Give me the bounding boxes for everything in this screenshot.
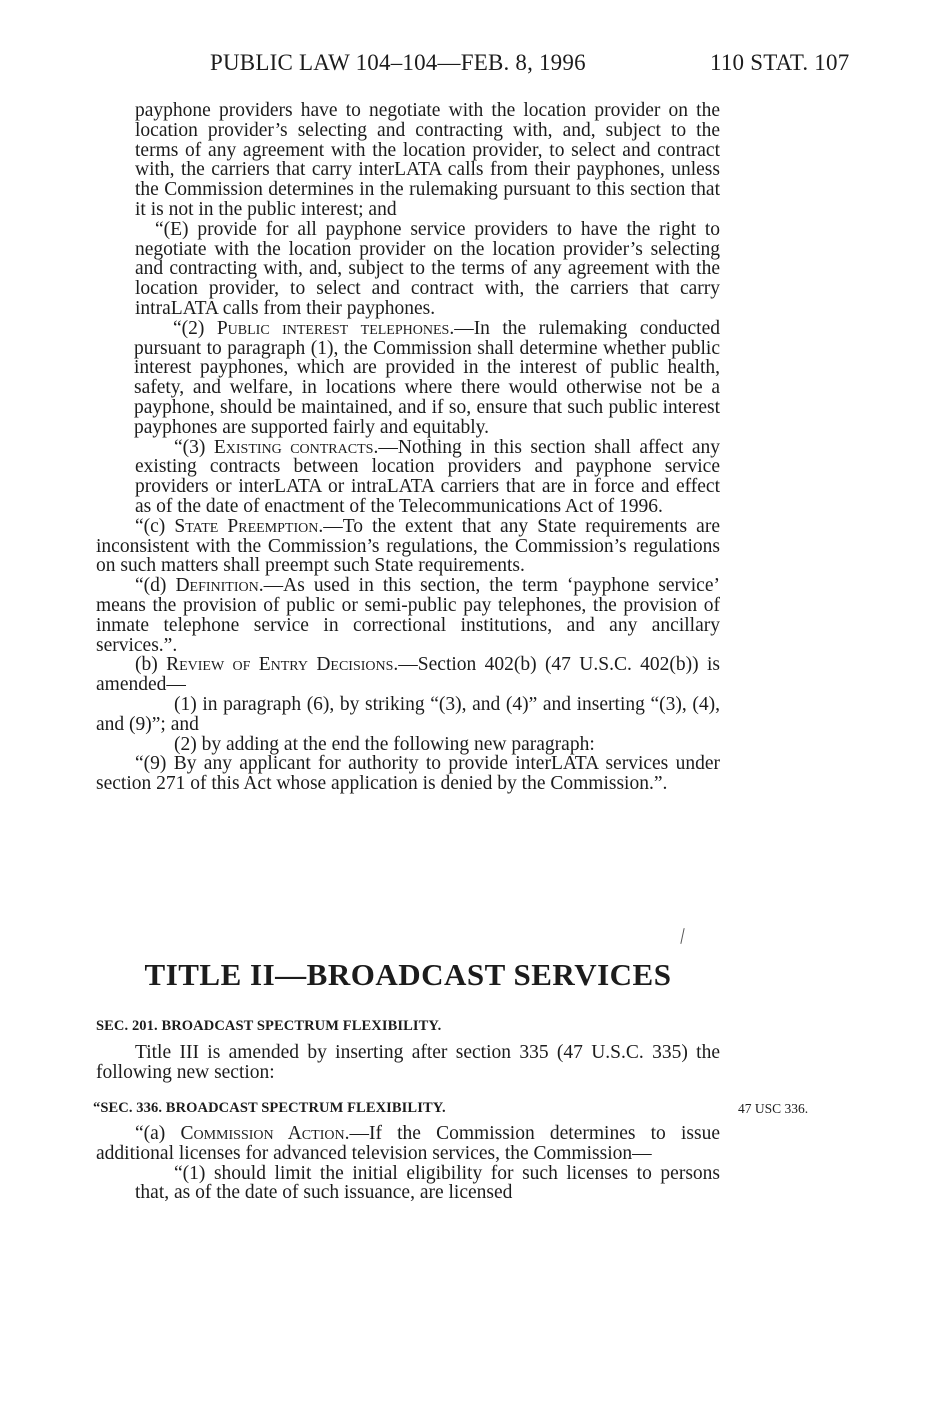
subsection-336-a-label: “(a) <box>135 1123 181 1144</box>
subsection-b-heading: Review of Entry Decisions <box>166 654 394 676</box>
section-336-heading: “SEC. 336. BROADCAST SPECTRUM FLEXIBILITY. <box>93 1100 446 1116</box>
paragraph-336-a1: “(1) should limit the initial eligibility for such licenses to persons that, as of the date of such issuance, are licensed <box>135 1162 720 1204</box>
subsection-d <box>96 576 720 655</box>
section-201-heading: SEC. 201. BROADCAST SPECTRUM FLEXIBILITY. <box>96 1018 442 1034</box>
subsection-c <box>96 517 720 576</box>
section-336-body <box>96 1124 720 1203</box>
subsection-c-heading: State Preemption <box>174 515 319 537</box>
subsection-336-a-text: .—If the Commission determines to issue additional licenses for advanced television services, the Commission— <box>96 1123 720 1164</box>
page-citation: 110 STAT. 107 <box>710 50 850 75</box>
running-header-left: PUBLIC LAW 104–104—FEB. 8, 1996 <box>210 50 586 75</box>
section-201-body <box>96 1043 720 1083</box>
subsection-c-label: “(c) <box>135 515 175 537</box>
paragraph-3-heading: Existing contracts <box>213 436 374 458</box>
item-b1-text: (1) in paragraph (6), by striking “(3), and (4)” and inserting “(3), (4), and (9)”; and <box>96 693 720 735</box>
stray-pen-mark <box>680 928 684 944</box>
subsection-d-heading: Definition <box>175 575 259 597</box>
body-block-1 <box>96 101 720 794</box>
subsection-d-text: .—As used in this section, the term ‘payphone service’ means the provision of public or semi-public pay telephones, the provision of inmate telephone service in correctional institutions, and any ancillary services.”. <box>96 575 720 656</box>
item-b1 <box>96 695 720 735</box>
subsection-336-a-heading: Commission Action <box>180 1123 345 1144</box>
paragraph-3-text: .—Nothing in this section shall affect any existing contracts between location providers and payphone service providers or interLATA or intraLATA carriers that are in force and effect as of the date of enactment of the Telecommunications Act of 1996. <box>135 436 720 517</box>
item-b2: (2) by adding at the end the following new paragraph: <box>174 733 595 755</box>
continuation-paragraph: payphone providers have to negotiate with the location provider on the location provider’s selecting and contracting with, and, subject to the terms of any agreement with the location provider, to select and contract with, the carriers that carry interLATA calls from their payphones, unless the Commission determines in the rulemaking pursuant to this section that it is not in the public interest; and <box>135 100 720 220</box>
paragraph-3 <box>96 438 720 517</box>
paragraph-2-label: “(2) <box>173 317 217 339</box>
subsection-c-text: .—To the extent that any State requirements are inconsistent with the Commission’s regulations, the Commission’s regulations on such matters shall preempt such State requirements. <box>96 515 720 577</box>
usc-margin-note: 47 USC 336. <box>738 1101 809 1116</box>
paragraph-e: “(E) provide for all payphone service providers to have the right to negotiate with the location provider on the location provider’s selecting and contracting with, and, subject to the terms of any agreement with the location provider, to select and contract with, the carriers that carry intraLATA calls from their payphones. <box>135 218 720 319</box>
paragraph-9: “(9) By any applicant for authority to provide interLATA services under section 271 of this Act whose application is denied by the Commission.”. <box>96 753 720 795</box>
paragraph-3-label: “(3) <box>174 436 214 458</box>
title-heading: TITLE II—BROADCAST SERVICES <box>144 957 672 992</box>
section-201-text: Title III is amended by inserting after section 335 (47 U.S.C. 335) the following new section: <box>96 1042 720 1083</box>
paragraph-2 <box>95 319 720 438</box>
subsection-d-label: “(d) <box>135 575 176 597</box>
subsection-b-label: (b) <box>135 654 167 676</box>
subsection-336-a <box>96 1124 720 1164</box>
paragraph-2-heading: Public interest telephones <box>216 317 450 339</box>
paragraph-2-text: .—In the rulemaking conducted pursuant to paragraph (1), the Commission shall determine whether public interest payphones, which are provided in the interest of public health, safety, and welfare, in locations where there would otherwise not be a payphone, should be maintained, and if so, ensure that such public interest payphones are supported fairly and equitably. <box>134 317 720 438</box>
subsection-b <box>96 655 720 695</box>
subsection-b-text: .—Section 402(b) (47 U.S.C. 402(b)) is amended— <box>96 654 720 696</box>
